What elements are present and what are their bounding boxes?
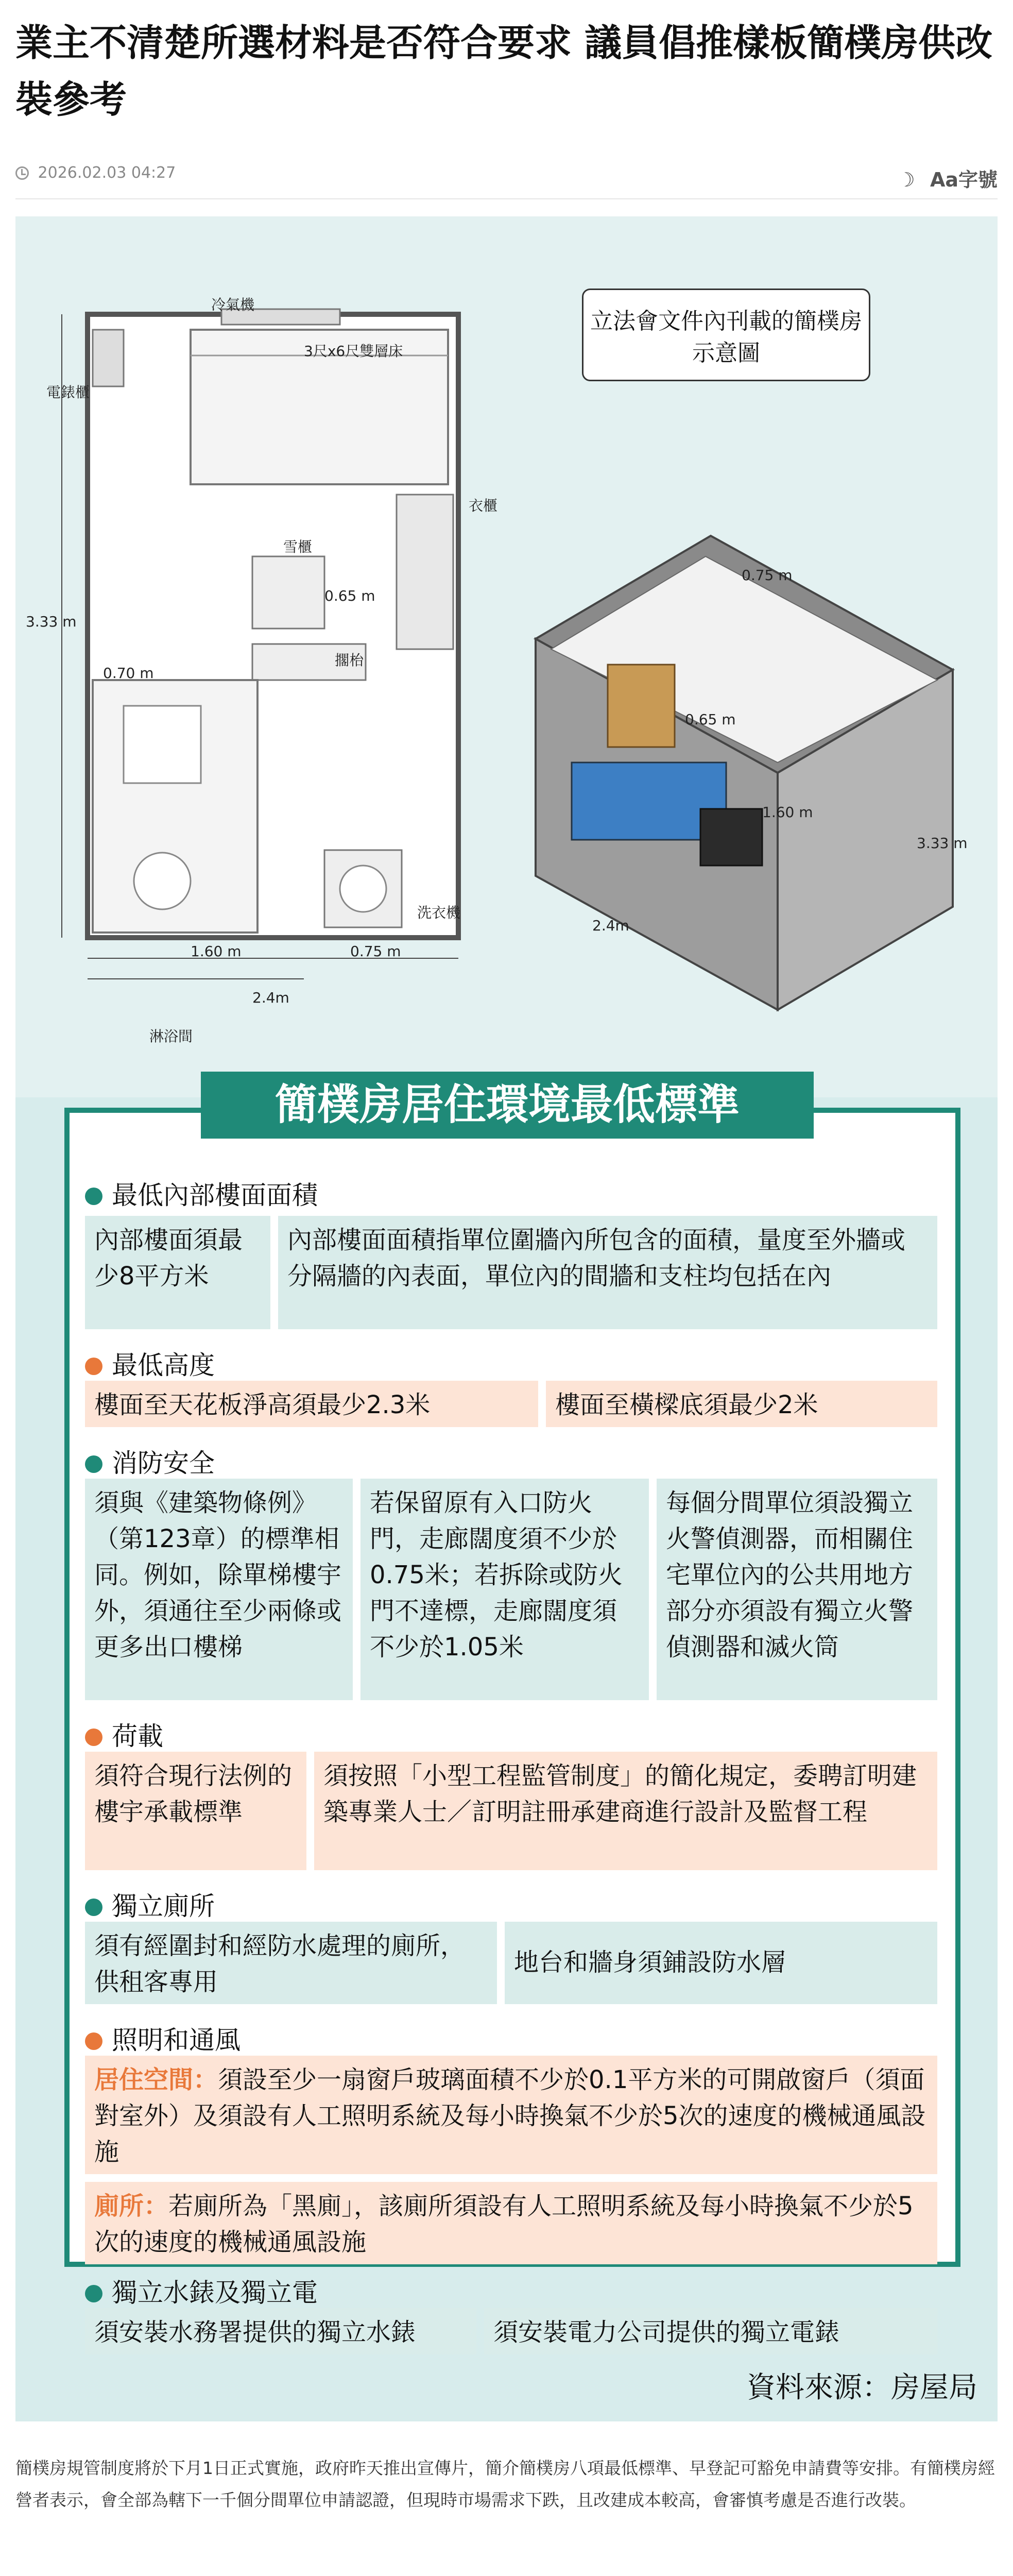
article-meta: [15, 164, 998, 189]
font-size-button[interactable]: Aa字號: [930, 168, 998, 191]
iso-075-label: 0.75 m: [742, 567, 793, 584]
load-left: 須符合現行法例的樓宇承載標準: [85, 1752, 306, 1870]
divider: [15, 198, 998, 199]
bed-label: 3尺x6尺雙層床: [304, 343, 403, 360]
fire-col2: 若保留原有入口防火門，走廊闊度須不少於0.75米；若拆除或防火門不達標，走廊闊度須不少於1.05米: [360, 1479, 649, 1700]
floor-plan-panel: [15, 216, 998, 1097]
iso-333-label: 3.33 m: [917, 835, 968, 852]
clock-icon: [15, 166, 29, 180]
aircon-label: 冷氣機: [211, 296, 255, 313]
area-left: 內部樓面須最少8平方米: [85, 1216, 270, 1329]
standards-title: 簡樸房居住環境最低標準: [201, 1072, 814, 1139]
meters-right: 須安裝電力公司提供的獨立電錶: [484, 2308, 937, 2354]
dim-075-label: 0.75 m: [350, 943, 401, 960]
light-living-text: 須設至少一扇窗戶玻璃面積不少於0.1平方米的可開啟窗戶（須面對室外）及須設有人工照明系統及每小時換氣不少於5次的速度的機械通風設施: [94, 2065, 926, 2166]
shower-label: 淋浴間: [149, 1028, 193, 1045]
light-toilet-text: 若廁所為「黑廁」，該廁所須設有人工照明系統及每小時換氣不少於5次的速度的機械通風設施: [94, 2192, 914, 2257]
shelf-label: 擱枱: [335, 652, 364, 669]
toilet-left: 須有經圍封和經防水處理的廁所，供租客專用: [85, 1922, 497, 2004]
toilet-right: 地台和牆身須鋪設防水層: [505, 1922, 937, 2004]
infographic: [15, 216, 998, 2421]
dim-065-label: 0.65 m: [324, 587, 375, 604]
washer-label: 洗衣機: [417, 904, 461, 921]
meters-left: 須安裝水務署提供的獨立水錶: [85, 2308, 476, 2354]
light-toilet-label: 廁所：: [94, 2192, 169, 2221]
meters-heading: 獨立水錶及獨立電: [85, 2272, 318, 2309]
load-right: 須按照「小型工程監管制度」的簡化規定，委聘訂明建築專業人士／訂明註冊承建商進行設計及監督工程: [314, 1752, 937, 1870]
dim-24-label: 2.4m: [252, 989, 289, 1006]
timestamp: 2026.02.03 04:27: [38, 164, 176, 182]
toolbar: [889, 164, 998, 192]
iso-160-label: 1.60 m: [762, 804, 813, 821]
height-right: 樓面至橫樑底須最少2米: [546, 1381, 937, 1427]
dim-070-label: 0.70 m: [103, 665, 154, 682]
fire-heading: 消防安全: [85, 1443, 215, 1480]
height-left: 樓面至天花板淨高須最少2.3米: [85, 1381, 538, 1427]
light-living-label: 居住空間：: [94, 2065, 218, 2094]
iso-24-label: 2.4m: [592, 917, 629, 934]
figure-callout: 立法會文件內刊載的簡樸房示意圖: [582, 289, 870, 381]
light-toilet: [85, 2182, 937, 2264]
light-heading: 照明和通風: [85, 2020, 241, 2057]
fire-col3: 每個分間單位須設獨立火警偵測器，而相關住宅單位內的公共用地方部分亦須設有獨立火警偵測器和滅火筒: [657, 1479, 937, 1700]
area-right: 內部樓面面積指單位圍牆內所包含的面積，量度至外牆或分隔牆的內表面，單位內的間牆和支柱均包括在內: [278, 1216, 937, 1329]
figure-source: 資料來源：房屋局: [747, 2371, 977, 2404]
load-heading: 荷載: [85, 1716, 163, 1753]
dim-160-label: 1.60 m: [191, 943, 242, 960]
light-living: [85, 2056, 937, 2174]
wardrobe-label: 衣櫃: [469, 497, 498, 514]
fridge-label: 雪櫃: [283, 538, 313, 555]
meter-label: 電錶櫃: [46, 384, 90, 401]
area-heading: 最低內部樓面面積: [85, 1175, 318, 1212]
headphones-icon[interactable]: ☽: [897, 168, 915, 191]
paragraph-1: 簡樸房規管制度將於下月1日正式實施，政府昨天推出宣傳片，簡介簡樸房八項最低標準、早登記可豁免申請費等安排。有簡樸房經營者表示，會全部為轄下一千個分間單位申請認證，但現時市場需求下跌，且改建成本較高，會審慎考慮是否進行改裝。: [15, 2458, 995, 2510]
iso-065-label: 0.65 m: [685, 711, 736, 728]
height-heading: 最低高度: [85, 1345, 215, 1382]
toilet-heading: 獨立廁所: [85, 1886, 215, 1923]
dim-333-label: 3.33 m: [26, 613, 77, 630]
fire-col1: 須與《建築物條例》（第123章）的標準相同。例如，除單梯樓宇外，須通往至少兩條或更多出口樓梯: [85, 1479, 353, 1700]
headline: 業主不清楚所選材料是否符合要求 議員倡推樣板簡樸房供改裝參考: [15, 21, 993, 121]
